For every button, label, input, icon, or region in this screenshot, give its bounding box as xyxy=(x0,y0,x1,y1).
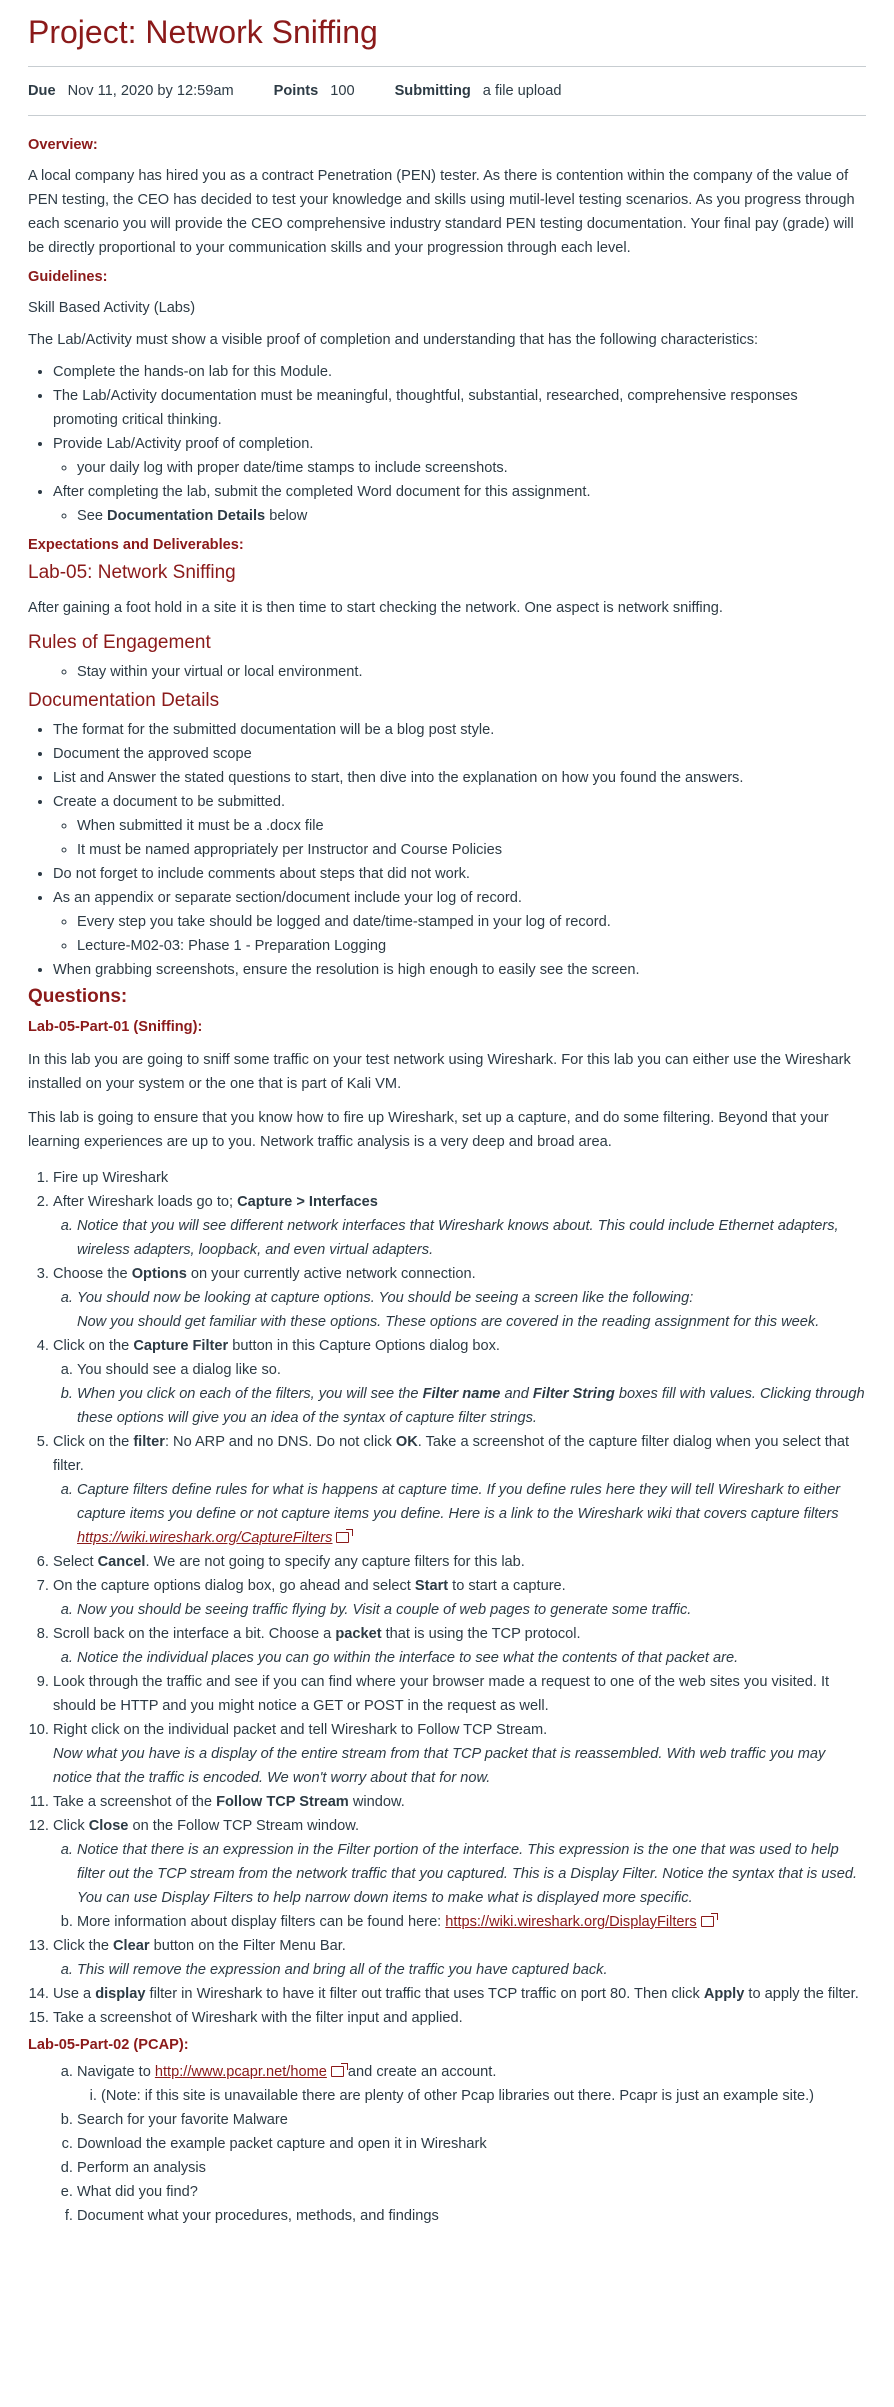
overview-heading: Overview: xyxy=(28,137,98,153)
assignment-description xyxy=(28,116,866,2228)
sub-steps xyxy=(53,1478,866,1550)
sub-list xyxy=(53,504,866,528)
list-item: ◦ your daily log with proper date/time stamps to include screenshots. xyxy=(77,456,866,480)
questions-heading: Questions: xyxy=(28,986,128,1007)
step-text: . We are not going to specify any capture filters for this lab. xyxy=(145,1554,525,1570)
step-text-bold: Capture Filter xyxy=(133,1338,229,1354)
step-item xyxy=(53,1718,866,1790)
step-text: on your currently active network connection. xyxy=(186,1266,476,1282)
step-item xyxy=(53,1430,866,1550)
step-text: button in this Capture Options dialog box. xyxy=(228,1338,500,1354)
sub-step-bold: Filter name xyxy=(422,1386,501,1402)
step-text: . Take a screenshot of the capture filter dialog when you select that filter. xyxy=(53,1434,850,1474)
list-item-text: After completing the lab, submit the completed Word document for this assignment. xyxy=(53,484,591,500)
part1-paragraph-1: In this lab you are going to sniff some traffic on your test network using Wireshark. For this lab you can either use the Wireshark installed on your system or the one that is part of Kali VM. xyxy=(28,1052,851,1092)
points-value: 100 xyxy=(330,83,355,99)
sub-step-text: You should now be looking at capture options. You should be seeing a screen like the following: xyxy=(77,1290,694,1306)
step-text: Click xyxy=(53,1818,89,1834)
step-text-bold: Close xyxy=(88,1818,129,1834)
step-text-bold: filter xyxy=(133,1434,165,1450)
rules-list xyxy=(28,660,866,684)
sub-step-text: When you click on each of the filters, you will see the xyxy=(77,1386,423,1402)
list-item xyxy=(53,886,866,958)
sub-step: a. Notice that you will see different network interfaces that Wireshark knows about. This could include Ethernet adapters, wireless adapters, loopback, and even virtual adapters. xyxy=(77,1214,866,1262)
points-label: Points xyxy=(273,83,319,99)
sub-step-text: Capture filters define rules for what is happens at capture time. If you define rules here they will tell Wireshark to either capture items you define or not capture items you define. Here is a link to the Wireshark wiki that covers capture filters xyxy=(77,1482,841,1522)
sub-list xyxy=(53,910,866,958)
sub-step-text: More information about display filters can be found here: xyxy=(77,1914,446,1930)
sub-step: i. (Note: if this site is unavailable there are plenty of other Pcap libraries out there. Pcapr is just an example site.) xyxy=(101,2084,866,2108)
lab-heading: Lab-05: Network Sniffing xyxy=(28,562,236,583)
list-item: ◦ Lecture-M02-03: Phase 1 - Preparation Logging xyxy=(77,934,866,958)
list-item-text: As an appendix or separate section/document include your log of record. xyxy=(53,890,522,906)
step-text: Click on the xyxy=(53,1434,134,1450)
step-text: to start a capture. xyxy=(448,1578,566,1594)
step-text: Scroll back on the interface a bit. Choose a xyxy=(53,1626,336,1642)
sub-step: a. Notice the individual places you can go within the interface to see what the contents of that packet are. xyxy=(77,1646,866,1670)
sub-list xyxy=(53,456,866,480)
sub-steps xyxy=(53,1598,866,1622)
list-item-text: See xyxy=(77,508,108,524)
submitting-info xyxy=(395,83,562,99)
list-item: ◦ It must be named appropriately per Instructor and Course Policies xyxy=(77,838,866,862)
step-text-bold: Options xyxy=(131,1266,187,1282)
sub-step: a. Notice that there is an expression in the Filter portion of the interface. This expression is the one that was used to help filter out the TCP stream from the network traffic that you captured. This is a Display Filter. Notice the syntax that is used. You can use Display Filters to help narrow down items to make what is displayed more specific. xyxy=(77,1838,866,1910)
submitting-value: a file upload xyxy=(482,83,562,99)
list-item xyxy=(53,432,866,480)
external-link-icon xyxy=(331,2066,344,2077)
sub-step-text: and xyxy=(500,1386,533,1402)
list-item: ◦ Stay within your virtual or local environment. xyxy=(77,660,866,684)
docs-heading: Documentation Details xyxy=(28,690,220,711)
sub-steps xyxy=(53,1358,866,1430)
sub-step xyxy=(77,1478,866,1550)
step-text: After Wireshark loads go to; xyxy=(53,1194,238,1210)
step-item xyxy=(53,1334,866,1430)
list-item: • The Lab/Activity documentation must be meaningful, thoughtful, substantial, researched, comprehensive responses promoting critical thinking. xyxy=(53,384,866,432)
list-item: • List and Answer the stated questions to start, then dive into the explanation on how you found the answers. xyxy=(53,766,866,790)
list-item xyxy=(53,660,866,684)
capture-filters-link[interactable]: https://wiki.wireshark.org/CaptureFilters xyxy=(77,1530,333,1546)
guidelines-subheading: Skill Based Activity (Labs) xyxy=(28,300,196,316)
step-text-bold: Start xyxy=(414,1578,449,1594)
step-text: Click on the xyxy=(53,1338,134,1354)
sub-step-text: Now you should get familiar with these options. These options are covered in the reading assignment for this week. xyxy=(77,1314,820,1330)
sub-steps xyxy=(53,1286,866,1334)
step-item: d. Perform an analysis xyxy=(77,2156,866,2180)
expectations-heading: Expectations and Deliverables: xyxy=(28,537,244,553)
step-text-bold: Follow TCP Stream xyxy=(216,1794,349,1810)
due-info xyxy=(28,83,234,99)
guidelines-heading: Guidelines: xyxy=(28,269,108,285)
part1-paragraph-2: This lab is going to ensure that you know how to fire up Wireshark, set up a capture, and do some filtering. Beyond that your learning experiences are up to you. Network traffic analysis is a very deep and broad area. xyxy=(28,1110,829,1150)
step-text: window. xyxy=(348,1794,405,1810)
sub-step: a. This will remove the expression and bring all of the traffic you have captured back. xyxy=(77,1958,866,1982)
sub-step xyxy=(77,1286,866,1334)
step-item xyxy=(53,1550,866,1574)
step-item: c. Download the example packet capture and open it in Wireshark xyxy=(77,2132,866,2156)
part2-heading: Lab-05-Part-02 (PCAP): xyxy=(28,2037,189,2053)
step-text: that is using the TCP protocol. xyxy=(381,1626,581,1642)
step-item xyxy=(53,1934,866,1982)
sub-list xyxy=(53,660,866,684)
step-text: : No ARP and no DNS. Do not click xyxy=(164,1434,396,1450)
step-text: Click the xyxy=(53,1938,114,1954)
overview-text: A local company has hired you as a contract Penetration (PEN) tester. As there is contention within the company of the value of PEN testing, the CEO has decided to test your knowledge and skills using mutil-level testing scenarios. As you progress through each scenario you will provide the CEO comprehensive industry standard PEN testing documentation. Your final pay (grade) will be directly proportional to your communication skills and your progression through each level. xyxy=(28,168,855,256)
step-text: and create an account. xyxy=(343,2064,497,2080)
due-label: Due xyxy=(28,83,56,99)
list-item: • When grabbing screenshots, ensure the resolution is high enough to easily see the screen. xyxy=(53,958,866,982)
list-item-text: Create a document to be submitted. xyxy=(53,794,286,810)
step-text: on the Follow TCP Stream window. xyxy=(128,1818,360,1834)
step-item: 9. Look through the traffic and see if you can find where your browser made a request to one of the web sites you visited. It should be HTTP and you might notice a GET or POST in the request as well. xyxy=(53,1670,866,1718)
submitting-label: Submitting xyxy=(394,83,471,99)
list-item-text: below xyxy=(265,508,308,524)
list-item-text: Provide Lab/Activity proof of completion. xyxy=(53,436,314,452)
step-text: Use a xyxy=(53,1986,96,2002)
step-item xyxy=(53,1574,866,1622)
points-info xyxy=(274,83,355,99)
step-item xyxy=(77,2060,866,2108)
docs-list xyxy=(28,718,866,982)
list-item: • The format for the submitted documentation will be a blog post style. xyxy=(53,718,866,742)
step-item: e. What did you find? xyxy=(77,2180,866,2204)
guidelines-intro: The Lab/Activity must show a visible proof of completion and understanding that has the following characteristics: xyxy=(28,332,759,348)
sub-step-text: boxes fill with values. Clicking through these options will give you an idea of the syntax of capture filter strings. xyxy=(77,1386,865,1426)
step-item xyxy=(53,1982,866,2006)
sub-steps xyxy=(53,1838,866,1934)
step-text-bold: display xyxy=(95,1986,146,2002)
step-item xyxy=(53,1622,866,1670)
list-item xyxy=(53,480,866,528)
step-text: Select xyxy=(53,1554,98,1570)
part1-steps xyxy=(28,1166,866,2030)
step-text: filter in Wireshark to have it filter out traffic that uses TCP traffic on port 80. Then click xyxy=(145,1986,704,2002)
sub-step-bold: Filter String xyxy=(532,1386,615,1402)
sub-steps xyxy=(53,1214,866,1262)
step-item: 1. Fire up Wireshark xyxy=(53,1166,866,1190)
external-link-icon xyxy=(701,1916,714,1927)
step-text-bold: OK xyxy=(395,1434,418,1450)
assignment-meta xyxy=(28,66,866,116)
sub-step: a. You should see a dialog like so. xyxy=(77,1358,866,1382)
step-item xyxy=(53,1814,866,1934)
step-text: Choose the xyxy=(53,1266,132,1282)
doc-details-ref: Documentation Details xyxy=(107,508,266,524)
step-text: Take a screenshot of the xyxy=(53,1794,217,1810)
step-text-bold: Apply xyxy=(703,1986,745,2002)
list-item: • Do not forget to include comments about steps that did not work. xyxy=(53,862,866,886)
lab-intro: After gaining a foot hold in a site it is then time to start checking the network. One aspect is network sniffing. xyxy=(28,600,723,616)
list-item: ◦ When submitted it must be a .docx file xyxy=(77,814,866,838)
step-item xyxy=(53,1790,866,1814)
list-item: • Document the approved scope xyxy=(53,742,866,766)
sub-steps xyxy=(53,1646,866,1670)
step-note: Now what you have is a display of the entire stream from that TCP packet that is reassembled. With web traffic you may notice that the traffic is encoded. We won't worry about that for now. xyxy=(53,1746,826,1786)
step-item: b. Search for your favorite Malware xyxy=(77,2108,866,2132)
rules-heading: Rules of Engagement xyxy=(28,632,211,653)
step-text-bold: packet xyxy=(335,1626,382,1642)
list-item: ◦ Every step you take should be logged and date/time-stamped in your log of record. xyxy=(77,910,866,934)
part1-heading: Lab-05-Part-01 (Sniffing): xyxy=(28,1019,203,1035)
external-link-icon xyxy=(336,1532,349,1543)
step-text-bold: Capture > Interfaces xyxy=(237,1194,378,1210)
due-value: Nov 11, 2020 by 12:59am xyxy=(67,83,234,99)
step-text-bold: Cancel xyxy=(97,1554,146,1570)
sub-step: a. Now you should be seeing traffic flying by. Visit a couple of web pages to generate some traffic. xyxy=(77,1598,866,1622)
pcapr-link[interactable]: http://www.pcapr.net/home xyxy=(154,2064,327,2080)
sub-steps xyxy=(53,1958,866,1982)
step-text-bold: Clear xyxy=(113,1938,150,1954)
step-item xyxy=(53,1190,866,1262)
step-text: to apply the filter. xyxy=(744,1986,859,2002)
list-item xyxy=(53,790,866,862)
step-item: f. Document what your procedures, methods, and findings xyxy=(77,2204,866,2228)
step-text: Right click on the individual packet and tell Wireshark to Follow TCP Stream. xyxy=(53,1722,548,1738)
display-filters-link[interactable]: https://wiki.wireshark.org/DisplayFilters xyxy=(445,1914,697,1930)
step-text: On the capture options dialog box, go ahead and select xyxy=(53,1578,415,1594)
part2-steps xyxy=(28,2060,866,2228)
sub-step xyxy=(77,1910,866,1934)
step-text: Navigate to xyxy=(77,2064,155,2080)
step-text: button on the Filter Menu Bar. xyxy=(149,1938,346,1954)
sub-list xyxy=(53,814,866,862)
list-item: • Complete the hands-on lab for this Module. xyxy=(53,360,866,384)
page-title: Project: Network Sniffing xyxy=(28,14,378,50)
sub-step xyxy=(77,1382,866,1430)
list-item xyxy=(77,504,866,528)
sub-steps xyxy=(77,2084,866,2108)
step-item xyxy=(53,1262,866,1334)
guidelines-list xyxy=(28,360,866,528)
step-item: 15. Take a screenshot of Wireshark with the filter input and applied. xyxy=(53,2006,866,2030)
